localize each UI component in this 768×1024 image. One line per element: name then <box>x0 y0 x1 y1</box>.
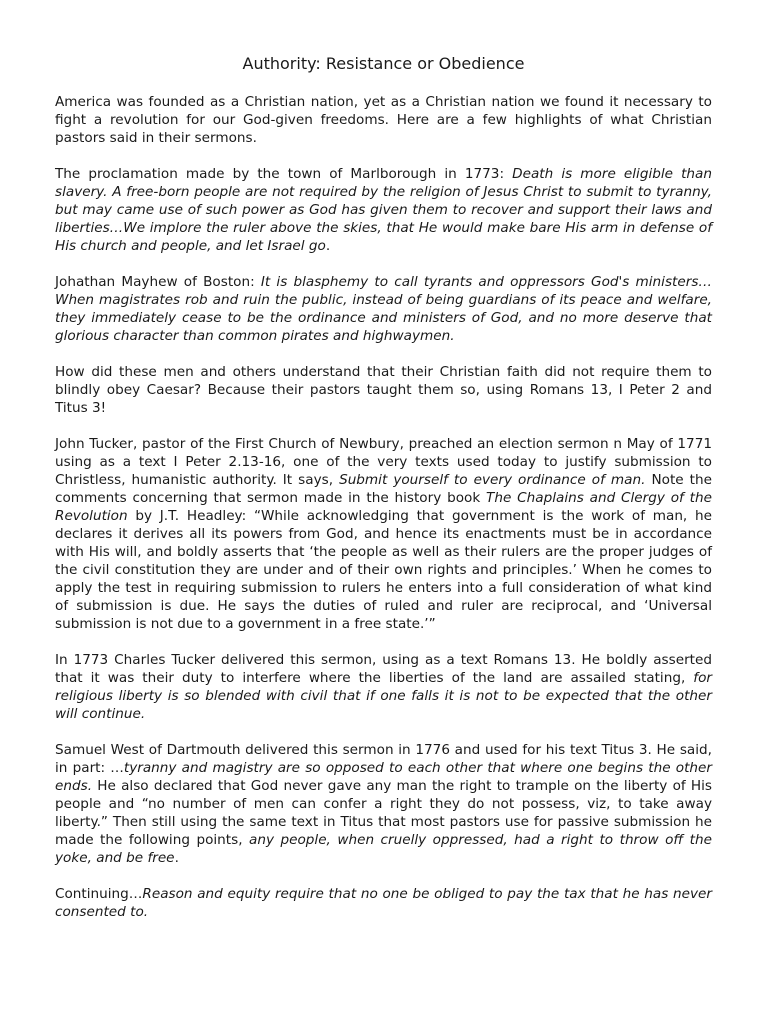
samuel-west-quote-2: any people, when cruelly oppressed, had a right to throw off the yoke, and be free <box>55 832 712 866</box>
john-tucker-lead: John Tucker, pastor of the First Church of Newbury, preached an election sermon n May of 1771 using as a text I Peter 2.13-16, one of the very texts used today to justify submission to Christless, humanistic authority. It says, <box>55 436 712 488</box>
document-page <box>55 52 712 921</box>
samuel-west-lead: Samuel West of Dartmouth delivered this sermon in 1776 and used for his text Titus 3. He said, in part: … <box>55 742 712 776</box>
john-tucker-quote: Submit yourself to every ordinance of man. <box>339 472 646 488</box>
page-title: Authority: Resistance or Obedience <box>242 54 525 73</box>
samuel-west-end: . <box>174 850 179 866</box>
john-tucker-rest: by J.T. Headley: “While acknowledging that government is the work of man, he declares it derives all its powers from God, and hence its enactments must be in accordance with His will, and boldly asserts that ‘the people as well as their rulers are the proper judges of the civil constitution they are under and of their own rights and principles.’ When he comes to apply the test in requiring submission to rulers he enters into a full consideration of what kind of submission is due. He says the duties of ruled and ruler are reciprocal, and ‘Universal submission is not due to a government in a free state.’” <box>55 508 712 632</box>
intro-text: America was founded as a Christian nation, yet as a Christian nation we found it necessary to fight a revolution for our God-given freedoms. Here are a few highlights of what Christian pastors said in their sermons. <box>55 94 712 146</box>
paragraph-question <box>55 363 712 417</box>
charles-tucker-lead: In 1773 Charles Tucker delivered this sermon, using as a text Romans 13. He boldly asserted that it was their duty to interfere where the liberties of the land are assailed stating, <box>55 652 712 686</box>
marlborough-quote: Death is more eligible than slavery. A free-born people are not required by the religion of Jesus Christ to submit to tyranny, but may came use of such power as God has given them to recover and support their laws and liberties…We implore the ruler above the skies, that He would make bare His arm in defense of His church and people, and let Israel go <box>55 166 712 254</box>
question-text: How did these men and others understand that their Christian faith did not require them to blindly obey Caesar? Because their pastors taught them so, using Romans 13, I Peter 2 and Titus 3! <box>55 364 712 416</box>
paragraph-charles-tucker <box>55 651 712 723</box>
paragraph-marlborough <box>55 165 712 255</box>
samuel-west-quote: tyranny and magistry are so opposed to each other that where one begins the other ends. <box>55 760 712 794</box>
book-title: The Chaplains and Clergy of the Revolution <box>55 490 712 524</box>
marlborough-lead: The proclamation made by the town of Marlborough in 1773: <box>55 166 513 182</box>
mayhew-lead: Johathan Mayhew of Boston: <box>55 274 261 290</box>
continuing-quote: Reason and equity require that no one be obliged to pay the tax that he has never consented to. <box>55 886 712 920</box>
samuel-west-mid: He also declared that God never gave any man the right to trample on the liberty of His people and “no number of men can confer a right they do not possess, viz, to take away liberty.” Then still using the same text in Titus that most pastors use for passive submission he made the following points, <box>55 778 712 848</box>
paragraph-continuing <box>55 885 712 921</box>
paragraph-intro <box>55 93 712 147</box>
marlborough-end: . <box>325 238 331 254</box>
charles-tucker-quote: for religious liberty is so blended with civil that if one falls it is not to be expected that the other will continue. <box>55 670 712 722</box>
mayhew-quote: It is blasphemy to call tyrants and oppressors God's ministers…When magistrates rob and ruin the public, instead of being guardians of its peace and welfare, they immediately cease to be the ordinance and ministers of God, and no more deserve that glorious character than common pirates and highwaymen. <box>55 274 712 344</box>
paragraph-mayhew <box>55 273 712 345</box>
paragraph-john-tucker <box>55 435 712 633</box>
paragraph-samuel-west <box>55 741 712 867</box>
john-tucker-mid: Note the comments concerning that sermon made in the history book <box>55 472 712 506</box>
continuing-lead: Continuing… <box>55 886 143 902</box>
